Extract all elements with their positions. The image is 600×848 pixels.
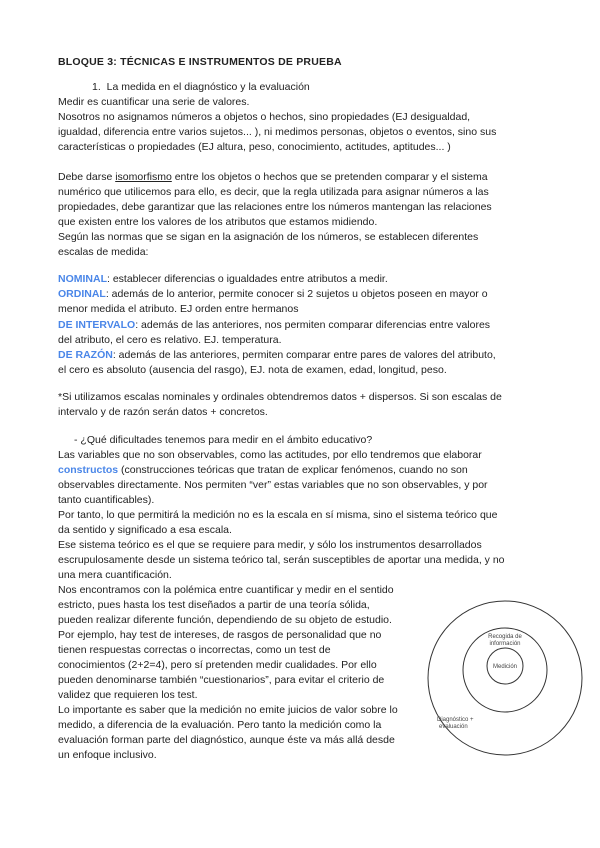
outer-label-1: Diagnóstico + bbox=[437, 717, 474, 723]
scale-text: : además de las anteriores, permiten comparar entre pares de valores del atributo, bbox=[112, 349, 496, 361]
scale-term: ORDINAL bbox=[58, 288, 106, 300]
paragraph-line: del atributo, el cero es relativo. EJ. temperatura. bbox=[58, 334, 282, 346]
paragraph-line: evaluación forman parte del diagnóstico, aunque éste va más allá desde bbox=[58, 734, 395, 746]
paragraph-line: propiedades, debe garantizar que las relaciones entre los números mantengan las relaciones bbox=[58, 201, 492, 213]
paragraph-line: Nos encontramos con la polémica entre cuantificar y medir en el sentido bbox=[58, 584, 394, 596]
paragraph-line: un enfoque inclusivo. bbox=[58, 749, 157, 761]
outer-circle bbox=[428, 601, 582, 755]
paragraph-line: Por ejemplo, hay test de intereses, de rasgos de personalidad que no bbox=[58, 629, 382, 641]
question-line: - ¿Qué dificultades tenemos para medir en el ámbito educativo? bbox=[74, 434, 373, 446]
paragraph-line: Las variables que no son observables, como las actitudes, por ello tendremos que elaborar bbox=[58, 449, 482, 461]
paragraph-line: Por tanto, lo que permitirá la medición no es la escala en sí misma, sino el sistema teórico que bbox=[58, 509, 498, 521]
scale-razon bbox=[58, 348, 496, 364]
paragraph-line: Según las normas que se sigan en la asignación de los números, se establecen diferentes bbox=[58, 231, 479, 243]
scale-term: DE INTERVALO bbox=[58, 319, 136, 331]
section-heading-text: La medida en el diagnóstico y la evaluación bbox=[106, 81, 310, 93]
paragraph-line: Medir es cuantificar una serie de valores. bbox=[58, 96, 250, 108]
outer-label-2: evaluación bbox=[439, 724, 468, 730]
paragraph-line: numérico que utilicemos para ello, es decir, que la regla utilizada para asignar números a las bbox=[58, 186, 489, 198]
paragraph-line: escrupulosamente desde un sistema teórico tal, serán susceptibles de aportar una medida, y no bbox=[58, 554, 505, 566]
scale-term: DE RAZÓN bbox=[58, 349, 113, 361]
paragraph-line: pueden realizar diferente función, dependiendo de su objeto de estudio. bbox=[58, 614, 392, 626]
text-span: (construcciones teóricas que tratan de explicar fenómenos, cuando no son bbox=[118, 464, 468, 476]
paragraph-line: Lo importante es saber que la medición no emite juicios de valor sobre lo bbox=[58, 704, 398, 716]
paragraph-line: validez que requieren los test. bbox=[58, 689, 198, 701]
concentric-circles-diagram bbox=[425, 598, 585, 758]
paragraph-line: da sentido y significado a esa escala. bbox=[58, 524, 232, 536]
paragraph-line: tienen respuestas correctas o incorrectas, como un test de bbox=[58, 644, 331, 656]
paragraph-line: conocimientos (2+2=4), pero sí pretenden medir cualidades. Por ello bbox=[58, 659, 377, 671]
middle-label-1: Recogida de bbox=[488, 634, 522, 640]
paragraph-line: igualdad, diferencia entre varios sujetos... ), ni medimos personas, objetos o eventos, sino sus bbox=[58, 126, 497, 138]
paragraph-line: que existen entre los valores de los atributos que estamos midiendo. bbox=[58, 216, 378, 228]
scale-nominal bbox=[58, 272, 388, 288]
scale-term: NOMINAL bbox=[58, 273, 107, 285]
paragraph-line: medido, a diferencia de la evaluación. Pero tanto la medición como la bbox=[58, 719, 382, 731]
isomorfismo-term: isomorfismo bbox=[115, 171, 172, 183]
middle-label-2: información bbox=[489, 641, 521, 647]
inner-label: Medición bbox=[492, 664, 518, 670]
paragraph-line bbox=[58, 170, 488, 186]
scale-intervalo bbox=[58, 318, 490, 334]
paragraph-line: observables directamente. Nos permiten “ver” estas variables que no son observables, y por bbox=[58, 479, 488, 491]
text-span: entre los objetos o hechos que se pretenden comparar y el sistema bbox=[171, 171, 488, 183]
text-span: Debe darse bbox=[58, 171, 116, 183]
paragraph-line: una mera cuantificación. bbox=[58, 569, 172, 581]
note-line: *Si utilizamos escalas nominales y ordinales obtendremos datos + dispersos. Si son escalas de bbox=[58, 391, 502, 403]
paragraph-line: escalas de medida: bbox=[58, 246, 149, 258]
section-number: 1. bbox=[92, 81, 101, 93]
paragraph-line: pueden denominarse también “cuestionarios”, para evitar el criterio de bbox=[58, 674, 385, 686]
constructos-term: constructos bbox=[58, 464, 119, 476]
paragraph-line: el cero es absoluto (ausencia del rasgo), EJ. nota de examen, edad, longitud, peso. bbox=[58, 364, 447, 376]
paragraph-line: estricto, pues hasta los test diseñados a partir de una teoría sólida, bbox=[58, 599, 370, 611]
scale-text: : además de las anteriores, nos permiten comparar diferencias entre valores bbox=[135, 319, 491, 331]
page-title: BLOQUE 3: TÉCNICAS E INSTRUMENTOS DE PRUEBA bbox=[58, 56, 342, 68]
paragraph-line: menor medida el atributo. EJ orden entre hermanos bbox=[58, 303, 299, 315]
paragraph-line: Nosotros no asignamos números a objetos o hechos, sino propiedades (EJ desigualdad, bbox=[58, 111, 471, 123]
scale-text: : además de lo anterior, permite conocer si 2 sujetos u objetos poseen en mayor o bbox=[105, 288, 488, 300]
paragraph-line bbox=[58, 463, 468, 479]
section-heading bbox=[92, 80, 310, 96]
scale-text: : establecer diferencias o igualdades entre atributos a medir. bbox=[107, 273, 388, 285]
note-line: intervalo y de razón serán datos + concretos. bbox=[58, 406, 268, 418]
paragraph-line: características o propiedades (EJ altura, peso, conocimiento, actitudes, aptitudes... ) bbox=[58, 141, 451, 153]
paragraph-line: tanto cuantificables). bbox=[58, 494, 155, 506]
scale-ordinal bbox=[58, 287, 488, 303]
paragraph-line: Ese sistema teórico es el que se requiere para medir, y sólo los instrumentos desarrollados bbox=[58, 539, 482, 551]
